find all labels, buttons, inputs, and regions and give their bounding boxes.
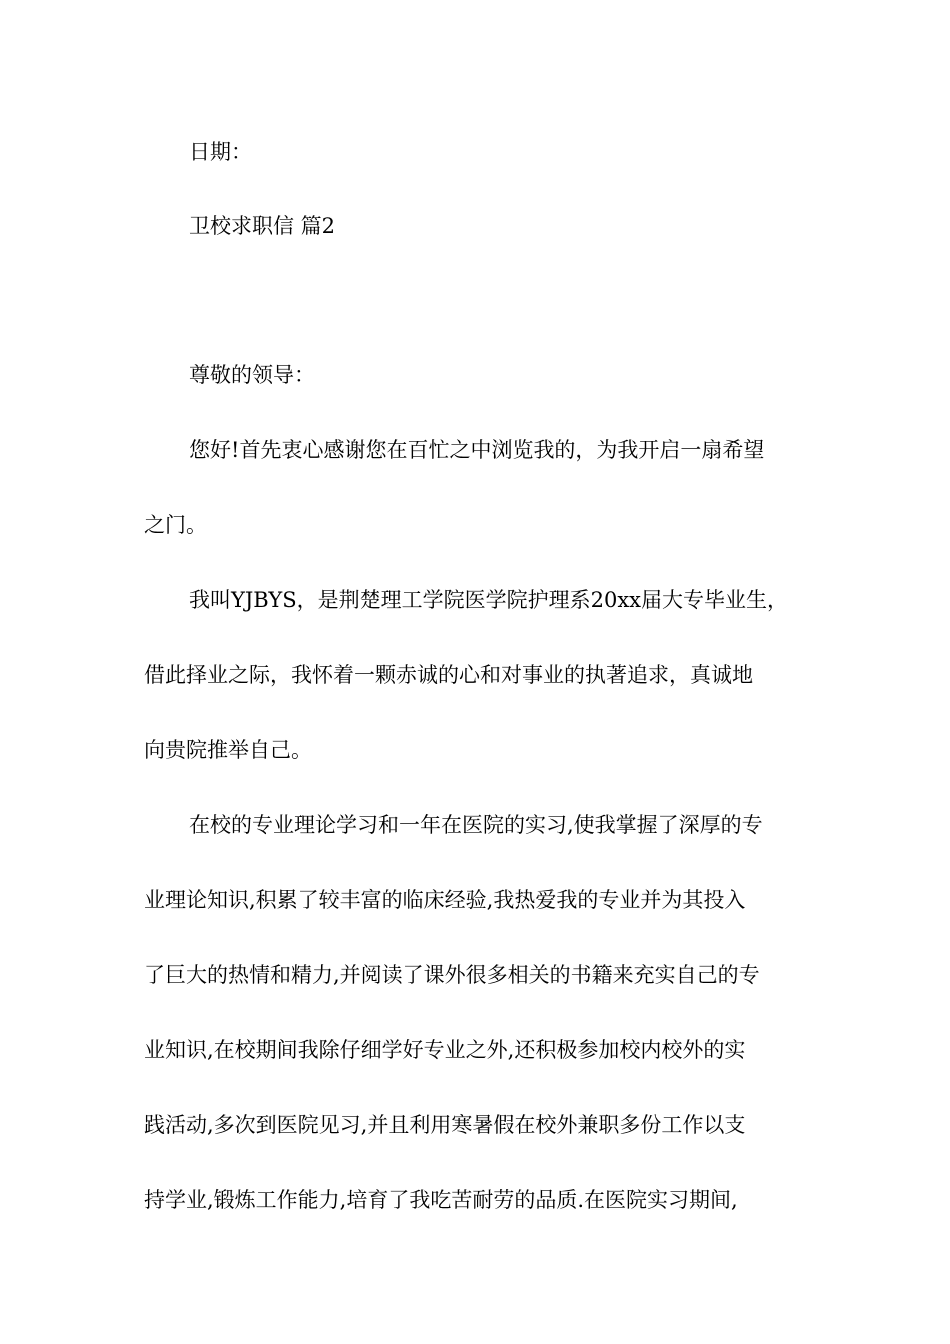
paragraph-line: 您好!首先衷心感谢您在百忙之中浏览我的，为我开启一扇希望 — [189, 438, 765, 462]
paragraph-line: 践活动,多次到医院见习,并且利用寒暑假在校外兼职多份工作以支 — [144, 1113, 746, 1137]
paragraph-line: 持学业,锻炼工作能力,培育了我吃苦耐劳的品质.在医院实习期间, — [144, 1188, 738, 1212]
paragraph-line: 在校的专业理论学习和一年在医院的实习,使我掌握了深厚的专 — [189, 813, 763, 837]
paragraph-line: 向贵院推举自己。 — [144, 738, 312, 762]
date-label: 日期： — [189, 140, 252, 164]
salutation: 尊敬的领导： — [189, 363, 315, 387]
paragraph-line: 之门。 — [144, 513, 207, 537]
section-title: 卫校求职信 篇2 — [189, 214, 336, 238]
paragraph-line: 我叫YJBYS，是荆楚理工学院医学院护理系20xx届大专毕业生， — [189, 588, 789, 612]
paragraph-line: 业知识,在校期间我除仔细学好专业之外,还积极参加校内校外的实 — [144, 1038, 746, 1062]
paragraph-line: 了巨大的热情和精力,并阅读了课外很多相关的书籍来充实自己的专 — [144, 963, 760, 987]
paragraph-line: 借此择业之际，我怀着一颗赤诚的心和对事业的执著追求，真诚地 — [144, 663, 753, 687]
paragraph-line: 业理论知识,积累了较丰富的临床经验,我热爱我的专业并为其投入 — [144, 888, 746, 912]
